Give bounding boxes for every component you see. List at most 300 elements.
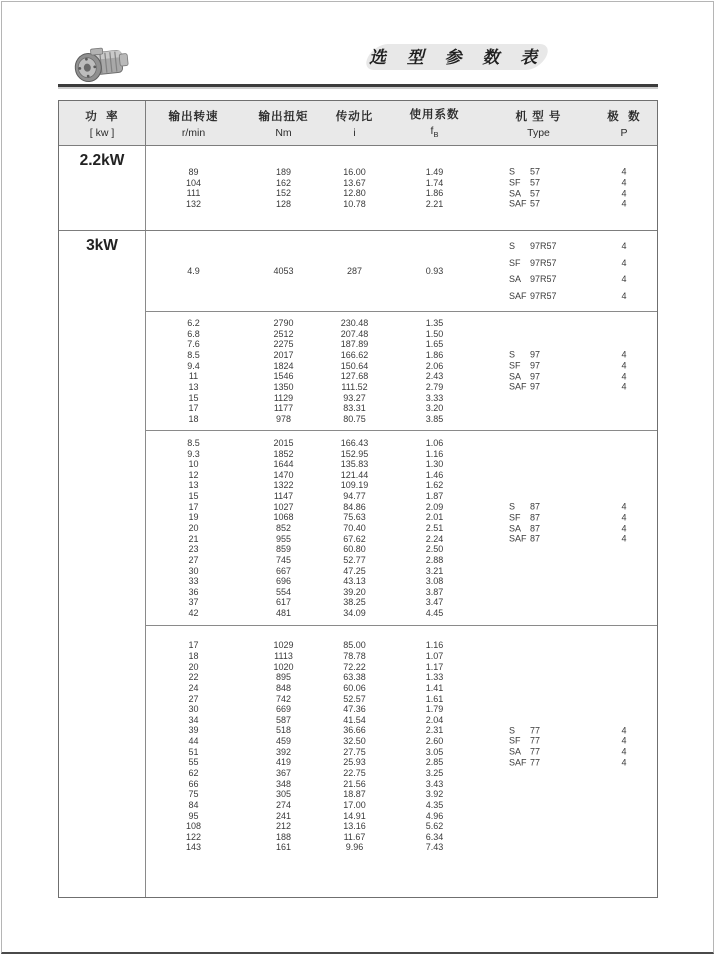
model-value xyxy=(486,371,591,381)
fb-value: 1.87 xyxy=(425,491,444,502)
ratio-header-unit: i xyxy=(353,126,356,139)
torque-value: 188 xyxy=(275,831,292,842)
model-value xyxy=(486,258,591,268)
ratio-value: 21.56 xyxy=(343,778,366,789)
ratio-value: 72.22 xyxy=(343,661,366,672)
ratio-value: 93.27 xyxy=(343,392,366,403)
fb-value: 3.05 xyxy=(425,746,444,757)
table-row xyxy=(146,704,657,715)
model-size: 87 xyxy=(530,512,541,523)
model-size: 57 xyxy=(530,177,541,188)
data-block xyxy=(146,231,657,311)
model-prefix: SA xyxy=(509,188,522,199)
rpm-value: 6.2 xyxy=(187,318,200,329)
fb-value: 1.16 xyxy=(425,448,444,459)
model-size: 87 xyxy=(530,533,541,544)
table-row xyxy=(146,414,657,425)
torque-value: 1322 xyxy=(273,480,294,491)
torque-value: 2015 xyxy=(273,437,294,448)
type-row xyxy=(486,350,657,361)
model-prefix: SA xyxy=(509,371,522,382)
model-size: 77 xyxy=(530,746,541,757)
type-row xyxy=(486,746,657,757)
torque-value: 161 xyxy=(275,842,292,853)
ratio-value: 207.48 xyxy=(340,328,369,339)
model-value xyxy=(486,502,591,512)
ratio-value: 80.75 xyxy=(343,413,366,424)
ratio-value: 32.50 xyxy=(343,736,366,747)
torque-value: 742 xyxy=(275,693,292,704)
table-row xyxy=(146,438,657,449)
table-row xyxy=(146,480,657,491)
table-row xyxy=(146,651,657,662)
col-header-power xyxy=(59,101,146,145)
fb-value: 3.47 xyxy=(425,597,444,608)
type-row xyxy=(486,736,657,747)
poles-value: 4 xyxy=(621,290,627,301)
ratio-value: 127.68 xyxy=(340,371,369,382)
fb-subscript: B xyxy=(433,130,439,140)
block-rows xyxy=(146,640,657,853)
poles-value: 4 xyxy=(621,350,627,361)
ratio-value: 12.80 xyxy=(343,188,366,199)
model-size: 97 xyxy=(530,360,541,371)
model-size: 97R57 xyxy=(530,290,557,301)
torque-header-zh: 输出扭矩 xyxy=(258,110,309,123)
rpm-value: 15 xyxy=(188,392,199,403)
ratio-value: 75.63 xyxy=(343,512,366,523)
table-row xyxy=(146,683,657,694)
table-row xyxy=(146,448,657,459)
model-size: 97 xyxy=(530,381,541,392)
ratio-value: 47.36 xyxy=(343,704,366,715)
fb-value: 3.87 xyxy=(425,586,444,597)
ratio-value: 18.87 xyxy=(343,789,366,800)
poles-value: 4 xyxy=(621,381,627,392)
fb-value: 1.86 xyxy=(425,188,444,199)
poles-header-unit: P xyxy=(620,126,628,139)
torque-value: 481 xyxy=(275,608,292,619)
model-value xyxy=(486,241,591,251)
rpm-value: 55 xyxy=(188,757,199,768)
rpm-value: 9.3 xyxy=(187,448,200,459)
model-prefix: SA xyxy=(509,274,522,285)
model-value xyxy=(486,736,591,746)
rpm-value: 122 xyxy=(185,831,202,842)
fb-value: 1.06 xyxy=(425,437,444,448)
torque-value: 2275 xyxy=(273,339,294,350)
data-block xyxy=(146,430,657,625)
rpm-value: 66 xyxy=(188,778,199,789)
ratio-value: 34.09 xyxy=(343,608,366,619)
torque-value: 1546 xyxy=(273,371,294,382)
type-row xyxy=(486,534,657,545)
page-title: 选 型 参 数 表 xyxy=(369,48,545,67)
model-value xyxy=(486,757,591,767)
torque-value: 2790 xyxy=(273,318,294,329)
block-rows xyxy=(146,241,657,301)
ratio-value: 27.75 xyxy=(343,746,366,757)
model-value xyxy=(486,725,591,735)
torque-value: 1644 xyxy=(273,459,294,470)
fb-value: 3.08 xyxy=(425,576,444,587)
poles-value: 4 xyxy=(621,241,627,252)
fb-value: 2.31 xyxy=(425,725,444,736)
poles-header-zh: 极 数 xyxy=(607,110,641,123)
model-prefix: SF xyxy=(509,736,521,747)
data-block xyxy=(146,146,657,230)
header-rule xyxy=(58,84,658,87)
model-prefix: SAF xyxy=(509,381,527,392)
poles-value: 4 xyxy=(621,167,627,178)
poles-value: 4 xyxy=(621,188,627,199)
power-label: 3kW xyxy=(86,237,118,254)
type-row xyxy=(486,725,657,736)
fb-value: 1.16 xyxy=(425,640,444,651)
model-value xyxy=(486,167,591,177)
table-row xyxy=(146,597,657,608)
torque-value: 189 xyxy=(275,167,292,178)
type-row xyxy=(486,199,657,210)
model-prefix: SF xyxy=(509,177,521,188)
speed-header-unit: r/min xyxy=(181,126,206,139)
type-header-zh: 机 型 号 xyxy=(515,110,562,123)
fb-value: 5.62 xyxy=(425,821,444,832)
table-row xyxy=(146,544,657,555)
block-rows xyxy=(146,438,657,619)
speed-header-zh: 输出转速 xyxy=(168,110,219,123)
model-prefix: SA xyxy=(509,523,522,534)
model-prefix: S xyxy=(509,350,516,361)
rpm-value: 30 xyxy=(188,704,199,715)
poles-value: 4 xyxy=(621,274,627,285)
model-prefix: S xyxy=(509,167,516,178)
table-row xyxy=(146,469,657,480)
fb-header-unit xyxy=(431,125,439,139)
model-prefix: S xyxy=(509,502,516,513)
ratio-value: 85.00 xyxy=(343,640,366,651)
rpm-value: 104 xyxy=(185,177,202,188)
torque-value: 459 xyxy=(275,736,292,747)
torque-value: 587 xyxy=(275,714,292,725)
table-row xyxy=(146,339,657,350)
rpm-value: 8.5 xyxy=(187,350,200,361)
model-value xyxy=(486,747,591,757)
col-header-ratio xyxy=(326,101,383,145)
ratio-value: 43.13 xyxy=(343,576,366,587)
fb-value: 6.34 xyxy=(425,831,444,842)
type-row xyxy=(486,757,657,768)
ratio-value: 150.64 xyxy=(340,360,369,371)
ratio-value: 52.77 xyxy=(343,554,366,565)
model-size: 77 xyxy=(530,736,541,747)
torque-value: 4053 xyxy=(273,265,294,276)
table-row xyxy=(146,459,657,470)
ratio-value: 287 xyxy=(346,265,363,276)
model-value xyxy=(486,274,591,284)
torque-value: 554 xyxy=(275,586,292,597)
data-block xyxy=(146,311,657,430)
torque-value: 1824 xyxy=(273,360,294,371)
model-value xyxy=(486,361,591,371)
model-value xyxy=(486,350,591,360)
fb-value: 4.96 xyxy=(425,810,444,821)
rpm-value: 4.9 xyxy=(187,265,200,276)
type-group xyxy=(486,350,657,393)
type-group xyxy=(486,502,657,545)
rpm-value: 33 xyxy=(188,576,199,587)
ratio-value: 84.86 xyxy=(343,501,366,512)
ratio-value: 230.48 xyxy=(340,318,369,329)
model-prefix: S xyxy=(509,241,516,252)
model-prefix: S xyxy=(509,725,516,736)
fb-value: 2.01 xyxy=(425,512,444,523)
ratio-value: 47.25 xyxy=(343,565,366,576)
rpm-value: 6.8 xyxy=(187,328,200,339)
type-row xyxy=(486,360,657,371)
model-size: 97 xyxy=(530,350,541,361)
col-header-torque xyxy=(241,101,326,145)
torque-value: 895 xyxy=(275,672,292,683)
torque-value: 152 xyxy=(275,188,292,199)
model-value xyxy=(486,291,591,301)
rpm-value: 21 xyxy=(188,533,199,544)
rpm-value: 24 xyxy=(188,682,199,693)
type-row xyxy=(486,371,657,382)
fb-value: 3.85 xyxy=(425,413,444,424)
fb-value: 1.79 xyxy=(425,704,444,715)
model-prefix: SF xyxy=(509,360,521,371)
ratio-value: 166.43 xyxy=(340,437,369,448)
torque-value: 978 xyxy=(275,413,292,424)
fb-value: 1.46 xyxy=(425,469,444,480)
table-row xyxy=(146,576,657,587)
rpm-value: 37 xyxy=(188,597,199,608)
table-row xyxy=(146,800,657,811)
ratio-value: 135.83 xyxy=(340,459,369,470)
model-size: 57 xyxy=(530,188,541,199)
type-group xyxy=(486,167,657,210)
rpm-value: 132 xyxy=(185,198,202,209)
fb-value: 2.24 xyxy=(425,533,444,544)
rpm-value: 13 xyxy=(188,381,199,392)
col-header-speed xyxy=(146,101,241,145)
rpm-value: 39 xyxy=(188,725,199,736)
model-size: 97R57 xyxy=(530,257,557,268)
ratio-value: 111.52 xyxy=(341,381,368,392)
rpm-value: 34 xyxy=(188,714,199,725)
rpm-value: 18 xyxy=(188,413,199,424)
type-row xyxy=(486,177,657,188)
ratio-value: 70.40 xyxy=(343,522,366,533)
ratio-value: 25.93 xyxy=(343,757,366,768)
fb-value: 1.35 xyxy=(425,318,444,329)
table-row xyxy=(146,768,657,779)
torque-value: 1113 xyxy=(274,650,293,661)
rpm-value: 62 xyxy=(188,768,199,778)
torque-value: 241 xyxy=(275,810,292,821)
poles-value: 4 xyxy=(621,523,627,534)
type-row xyxy=(486,167,657,178)
poles-value: 4 xyxy=(621,736,627,747)
fb-value: 1.62 xyxy=(425,480,444,491)
torque-value: 212 xyxy=(275,821,292,832)
model-value xyxy=(486,513,591,523)
table-row xyxy=(146,555,657,566)
fb-value: 2.04 xyxy=(425,714,444,725)
rpm-value: 7.6 xyxy=(187,339,200,350)
table-body xyxy=(59,146,657,897)
fb-value: 1.41 xyxy=(425,682,444,693)
torque-value: 852 xyxy=(275,522,292,533)
poles-value: 4 xyxy=(621,512,627,523)
ratio-value: 17.00 xyxy=(343,799,366,810)
type-group xyxy=(486,725,657,768)
fb-value: 4.35 xyxy=(425,799,444,810)
model-value xyxy=(486,199,591,209)
col-header-poles xyxy=(591,101,657,145)
rpm-value: 111 xyxy=(186,188,201,199)
rpm-value: 143 xyxy=(185,842,202,853)
poles-value: 4 xyxy=(621,533,627,544)
rpm-value: 9.4 xyxy=(187,360,200,371)
ratio-value: 60.06 xyxy=(343,682,366,693)
ratio-value: 63.38 xyxy=(343,672,366,683)
torque-value: 1470 xyxy=(273,469,294,480)
model-prefix: SAF xyxy=(509,198,527,209)
ratio-value: 22.75 xyxy=(343,768,366,778)
ratio-value: 52.57 xyxy=(343,693,366,704)
rpm-value: 95 xyxy=(188,810,199,821)
model-prefix: SAF xyxy=(509,533,527,544)
rpm-value: 13 xyxy=(188,480,199,491)
torque-value: 1029 xyxy=(273,640,294,651)
table-row xyxy=(146,392,657,403)
fb-value: 0.93 xyxy=(425,265,444,276)
table-row xyxy=(146,810,657,821)
fb-value: 1.49 xyxy=(425,167,444,178)
rpm-value: 27 xyxy=(188,554,199,565)
rpm-value: 15 xyxy=(188,491,199,502)
poles-value: 4 xyxy=(621,371,627,382)
rpm-value: 18 xyxy=(188,650,199,661)
ratio-value: 10.78 xyxy=(343,198,366,209)
model-value xyxy=(486,534,591,544)
torque-value: 2017 xyxy=(273,350,294,361)
type-row xyxy=(486,502,657,513)
torque-value: 367 xyxy=(275,768,292,778)
type-row xyxy=(486,382,657,393)
rpm-value: 89 xyxy=(188,167,199,178)
model-value xyxy=(486,188,591,198)
fb-value: 2.06 xyxy=(425,360,444,371)
fb-value: 2.88 xyxy=(425,554,444,565)
ratio-value: 11.67 xyxy=(343,831,366,842)
table-row xyxy=(146,832,657,843)
torque-value: 1027 xyxy=(273,501,294,512)
gear-motor-icon xyxy=(72,40,134,88)
torque-value: 955 xyxy=(275,533,292,544)
rpm-value: 44 xyxy=(188,736,199,747)
block-rows xyxy=(146,318,657,424)
rpm-value: 20 xyxy=(188,661,199,672)
type-row xyxy=(486,188,657,199)
poles-value: 4 xyxy=(621,746,627,757)
torque-value: 1068 xyxy=(273,512,294,523)
fb-value: 3.20 xyxy=(425,403,444,414)
fb-value: 1.86 xyxy=(425,350,444,361)
model-prefix: SA xyxy=(509,746,522,757)
rpm-value: 36 xyxy=(188,586,199,597)
torque-value: 1852 xyxy=(273,448,294,459)
fb-value: 1.61 xyxy=(425,693,444,704)
table-row xyxy=(146,661,657,672)
fb-value: 1.30 xyxy=(425,459,444,470)
type-group xyxy=(486,238,657,304)
torque-value: 859 xyxy=(275,544,292,555)
rpm-value: 11 xyxy=(188,371,199,382)
type-row xyxy=(486,254,657,271)
poles-value: 4 xyxy=(621,360,627,371)
power-label: 2.2kW xyxy=(79,152,125,169)
power-section xyxy=(59,230,657,897)
type-header-unit: Type xyxy=(527,126,550,139)
ratio-value: 41.54 xyxy=(343,714,366,725)
rpm-value: 12 xyxy=(188,469,199,480)
ratio-value: 38.25 xyxy=(343,597,366,608)
torque-value: 667 xyxy=(275,565,292,576)
torque-value: 1020 xyxy=(273,661,294,672)
torque-value: 348 xyxy=(275,778,292,789)
type-row xyxy=(486,238,657,255)
type-row xyxy=(486,523,657,534)
torque-header-unit: Nm xyxy=(275,126,292,139)
model-size: 57 xyxy=(530,167,541,178)
fb-value: 1.07 xyxy=(425,650,444,661)
fb-value: 3.43 xyxy=(425,778,444,789)
ratio-value: 166.62 xyxy=(340,350,369,361)
fb-header-zh: 使用系数 xyxy=(409,109,460,122)
model-size: 97R57 xyxy=(530,241,557,252)
table-row xyxy=(146,789,657,800)
torque-value: 848 xyxy=(275,682,292,693)
model-size: 87 xyxy=(530,502,541,513)
torque-value: 745 xyxy=(275,554,292,565)
fb-value: 2.09 xyxy=(425,501,444,512)
rpm-value: 42 xyxy=(188,608,199,619)
table-row xyxy=(146,672,657,683)
fb-value: 2.50 xyxy=(425,544,444,555)
rpm-value: 108 xyxy=(185,821,202,832)
torque-value: 274 xyxy=(275,799,292,810)
ratio-value: 109.19 xyxy=(340,480,369,491)
gear-motor-photo xyxy=(72,40,134,88)
model-size: 87 xyxy=(530,523,541,534)
rpm-value: 27 xyxy=(188,693,199,704)
table-row xyxy=(146,491,657,502)
table-row xyxy=(146,587,657,598)
torque-value: 1129 xyxy=(273,392,294,403)
ratio-value: 187.89 xyxy=(340,339,369,350)
fb-value: 2.85 xyxy=(425,757,444,768)
col-header-type xyxy=(486,101,591,145)
table-row xyxy=(146,693,657,704)
selection-table xyxy=(58,100,658,898)
torque-value: 617 xyxy=(275,597,292,608)
fb-value: 2.51 xyxy=(425,522,444,533)
rpm-value: 17 xyxy=(188,403,199,414)
ratio-value: 36.66 xyxy=(343,725,366,736)
